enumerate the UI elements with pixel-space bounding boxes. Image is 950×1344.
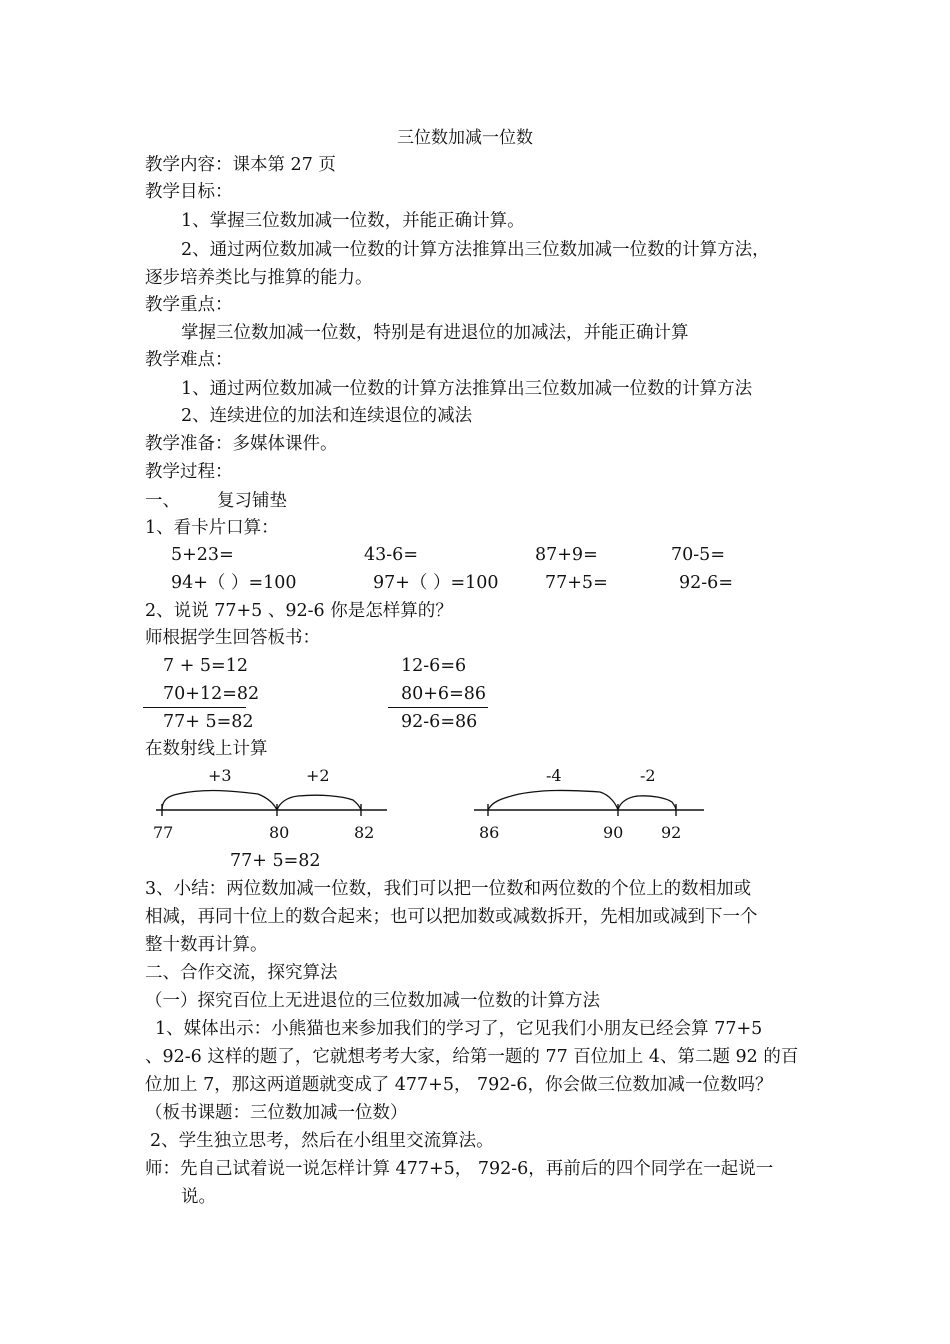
tick-label: 82 (354, 823, 375, 842)
goals-heading: 教学目标： (145, 182, 233, 202)
section1-number: 一、 (145, 491, 180, 511)
section2-heading: 二、合作交流，探究算法 (145, 963, 338, 983)
section2-p2: 2、学生独立思考，然后在小组里交流算法。 (150, 1131, 494, 1151)
section1-item2: 2、说说 77+5 、92-6 你是怎样算的？ (145, 601, 453, 621)
teaching-content: 教学内容：课本第 27 页 (145, 155, 336, 175)
card-expr: 94+（ ）=100 (171, 573, 297, 593)
section1-heading: 复习铺垫 (217, 491, 287, 511)
section2-p1-line1: 1、媒体出示：小熊猫也来参加我们的学习了，它见我们小朋友已经会算 77+5 (155, 1019, 763, 1039)
tick-label: 80 (269, 823, 290, 842)
section1-item1: 1、看卡片口算： (145, 518, 279, 538)
jump-label: +2 (306, 766, 330, 785)
summary-line2: 相减，再同十位上的数合起来；也可以把加数或减数拆开，先相加或减到下一个 (145, 907, 758, 927)
board-intro: 师根据学生回答板书： (145, 628, 320, 648)
card-expr: 97+（ ）=100 (373, 573, 499, 593)
jump-label: -4 (546, 766, 562, 785)
card-expr: 92-6= (679, 573, 733, 593)
card-expr: 70-5= (671, 545, 725, 565)
calc-divider (388, 707, 488, 708)
right-calc-step: 80+6=86 (401, 684, 486, 704)
summary-line1: 3、小结：两位数加减一位数，我们可以把一位数和两位数的个位上的数相加或 (145, 879, 752, 899)
goal-1: 1、掌握三位数加减一位数，并能正确计算。 (181, 211, 525, 231)
tick-label: 92 (661, 823, 682, 842)
section2-p3-line1: 师：先自己试着说一说怎样计算 477+5， 792-6，再前后的四个同学在一起说一 (145, 1159, 774, 1179)
card-expr: 77+5= (545, 573, 608, 593)
focus-text: 掌握三位数加减一位数，特别是有进退位的加减法，并能正确计算 (181, 323, 689, 343)
summary-line3: 整十数再计算。 (145, 935, 268, 955)
jump-arc (618, 796, 676, 810)
jump-arc (488, 790, 618, 810)
teaching-prep: 教学准备：多媒体课件。 (145, 434, 338, 454)
page-title: 三位数加减一位数 (397, 128, 533, 148)
section2-p1-line3: 位加上 7，那这两道题就变成了 477+5， 792-6，你会做三位数加减一位数吗？ (145, 1075, 773, 1095)
ray-intro: 在数射线上计算 (145, 739, 268, 759)
left-calc-step: 70+12=82 (163, 684, 260, 704)
right-calc-step: 12-6=6 (401, 656, 467, 676)
number-line-subtraction (470, 762, 720, 862)
card-expr: 43-6= (364, 545, 418, 565)
jump-label: -2 (640, 766, 656, 785)
jump-label: +3 (208, 766, 232, 785)
process-heading: 教学过程： (145, 462, 233, 482)
right-calc-result: 92-6=86 (401, 712, 478, 732)
goal-2-line2: 逐步培养类比与推算的能力。 (145, 268, 373, 288)
section2-subheading: （一）探究百位上无进退位的三位数加减一位数的计算方法 (145, 991, 600, 1011)
card-expr: 5+23= (171, 545, 234, 565)
calc-divider (143, 707, 246, 708)
jump-arc (277, 795, 361, 810)
section2-p3-line2: 说。 (181, 1187, 216, 1207)
jump-arc (162, 791, 277, 810)
tick-label: 90 (603, 823, 624, 842)
left-calc-step: 7 + 5=12 (163, 656, 248, 676)
goal-2-line1: 2、通过两位数加减一位数的计算方法推算出三位数加减一位数的计算方法， (181, 240, 770, 260)
section2-p1-line4: （板书课题：三位数加减一位数） (145, 1103, 408, 1123)
number-line-addition (150, 762, 400, 862)
focus-heading: 教学重点： (145, 295, 233, 315)
difficulty-2: 2、连续进位的加法和连续退位的减法 (181, 406, 473, 426)
tick-label: 77 (153, 823, 174, 842)
section2-p1-line2: 、92-6 这样的题了，它就想考考大家，给第一题的 77 百位加上 4、第二题 92 的百 (145, 1047, 799, 1067)
left-calc-result: 77+ 5=82 (163, 712, 254, 732)
difficulty-heading: 教学难点： (145, 350, 233, 370)
tick-label: 86 (479, 823, 500, 842)
ray-result: 77+ 5=82 (230, 851, 321, 871)
difficulty-1: 1、通过两位数加减一位数的计算方法推算出三位数加减一位数的计算方法 (181, 379, 753, 399)
card-expr: 87+9= (535, 545, 598, 565)
